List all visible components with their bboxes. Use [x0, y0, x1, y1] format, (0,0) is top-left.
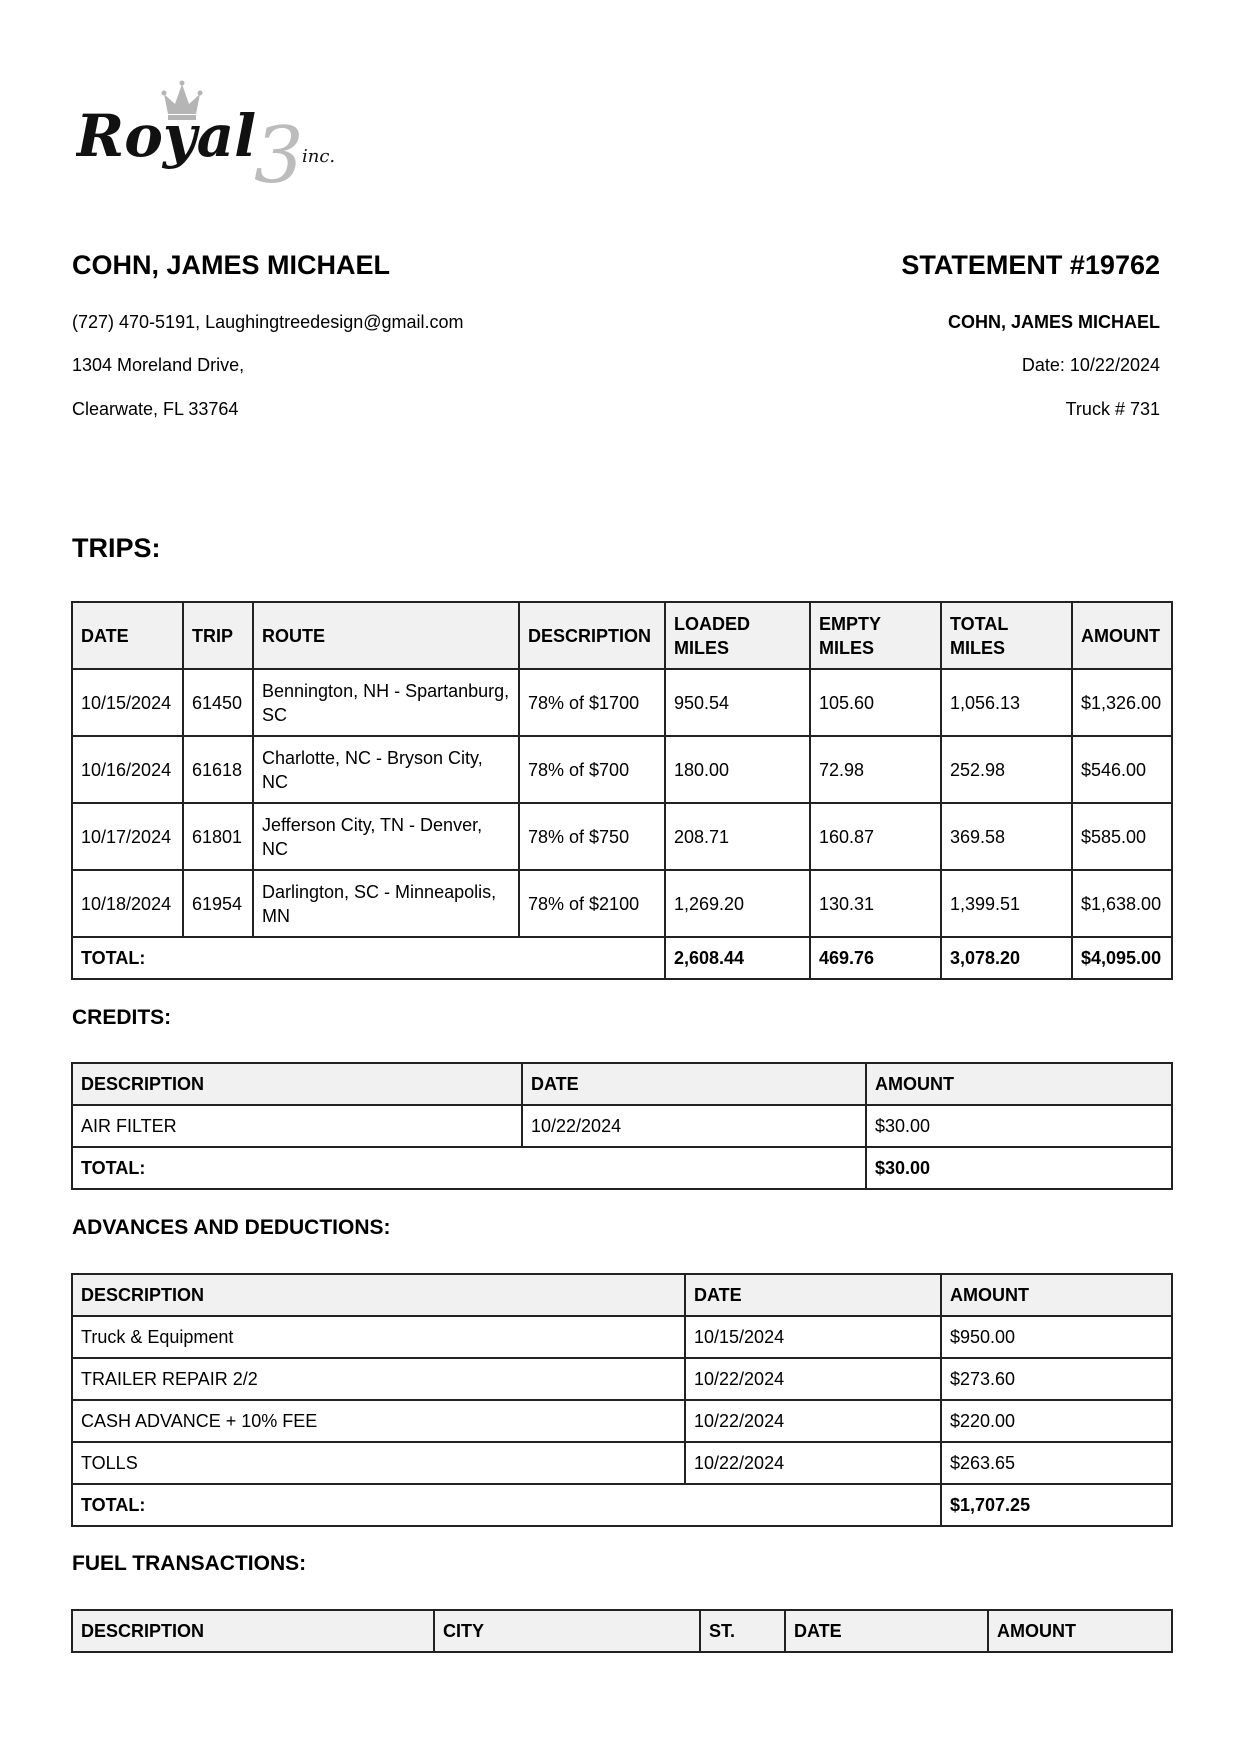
trip-description: 78% of $700: [519, 736, 665, 803]
col-header-date: DATE: [785, 1610, 988, 1652]
trip-empty-miles: 130.31: [810, 870, 941, 937]
credits-total-row: [72, 1147, 1172, 1189]
logo-suffix: inc.: [302, 146, 336, 167]
statement-date: Date: 10/22/2024: [1021, 355, 1160, 375]
col-header-description: DESCRIPTION: [72, 1063, 522, 1105]
credit-amount: $30.00: [866, 1105, 1172, 1147]
trips-header-row: [72, 602, 1172, 669]
col-header-empty-miles: EMPTY MILES: [810, 602, 941, 669]
trip-loaded-miles: 180.00: [665, 736, 810, 803]
table-row: [72, 736, 1172, 803]
trip-description: 78% of $2100: [519, 870, 665, 937]
credits-header-row: [72, 1063, 1172, 1105]
credit-date: 10/22/2024: [522, 1105, 866, 1147]
advances-total-label: TOTAL:: [72, 1484, 941, 1526]
trips-total-empty: 469.76: [810, 937, 941, 979]
col-header-date: DATE: [522, 1063, 866, 1105]
trip-number: 61954: [183, 870, 253, 937]
advance-description: Truck & Equipment: [72, 1316, 685, 1358]
col-header-loaded-miles: LOADED MILES: [665, 602, 810, 669]
trip-number: 61450: [183, 669, 253, 736]
trip-route: Charlotte, NC - Bryson City, NC: [253, 736, 519, 803]
col-header-total-miles: TOTAL MILES: [941, 602, 1072, 669]
trips-total-label: TOTAL:: [72, 937, 665, 979]
col-header-date: DATE: [72, 602, 183, 669]
trip-amount: $1,638.00: [1072, 870, 1172, 937]
driver-name: COHN, JAMES MICHAEL: [72, 250, 391, 280]
advances-total-amount: $1,707.25: [941, 1484, 1172, 1526]
trip-date: 10/17/2024: [72, 803, 183, 870]
advances-table: [71, 1273, 1173, 1527]
col-header-description: DESCRIPTION: [72, 1274, 685, 1316]
trip-total-miles: 1,399.51: [941, 870, 1072, 937]
trip-description: 78% of $750: [519, 803, 665, 870]
trip-route: Bennington, NH - Spartanburg, SC: [253, 669, 519, 736]
trips-table: [71, 601, 1173, 980]
col-header-state: ST.: [700, 1610, 785, 1652]
col-header-trip: TRIP: [183, 602, 253, 669]
trip-amount: $1,326.00: [1072, 669, 1172, 736]
credits-total-label: TOTAL:: [72, 1147, 866, 1189]
col-header-route: ROUTE: [253, 602, 519, 669]
trip-number: 61618: [183, 736, 253, 803]
advances-header-row: [72, 1274, 1172, 1316]
trip-total-miles: 252.98: [941, 736, 1072, 803]
col-header-date: DATE: [685, 1274, 941, 1316]
trip-route: Jefferson City, TN - Denver, NC: [253, 803, 519, 870]
trip-loaded-miles: 1,269.20: [665, 870, 810, 937]
credits-table: [71, 1062, 1173, 1190]
trip-empty-miles: 105.60: [810, 669, 941, 736]
statement-title: STATEMENT #19762: [901, 250, 1160, 280]
trips-total-row: [72, 937, 1172, 979]
fuel-table: [71, 1609, 1173, 1653]
trip-total-miles: 369.58: [941, 803, 1072, 870]
advance-description: TOLLS: [72, 1442, 685, 1484]
trip-empty-miles: 160.87: [810, 803, 941, 870]
trip-empty-miles: 72.98: [810, 736, 941, 803]
col-header-description: DESCRIPTION: [519, 602, 665, 669]
trip-loaded-miles: 208.71: [665, 803, 810, 870]
col-header-amount: AMOUNT: [988, 1610, 1172, 1652]
advance-amount: $220.00: [941, 1400, 1172, 1442]
advance-description: TRAILER REPAIR 2/2: [72, 1358, 685, 1400]
advance-date: 10/15/2024: [685, 1316, 941, 1358]
driver-address-line2: Clearwate, FL 33764: [72, 399, 239, 419]
table-row: [72, 1442, 1172, 1484]
table-row: [72, 1105, 1172, 1147]
table-row: [72, 1400, 1172, 1442]
advance-date: 10/22/2024: [685, 1358, 941, 1400]
table-row: [72, 1358, 1172, 1400]
trip-amount: $546.00: [1072, 736, 1172, 803]
logo-wordmark: Royal: [76, 102, 257, 170]
driver-contact: (727) 470-5191, Laughingtreedesign@gmail.com: [72, 312, 464, 332]
trip-amount: $585.00: [1072, 803, 1172, 870]
col-header-city: CITY: [434, 1610, 700, 1652]
statement-truck: Truck # 731: [1065, 399, 1160, 419]
table-row: [72, 1316, 1172, 1358]
trips-total-amount: $4,095.00: [1072, 937, 1172, 979]
advance-date: 10/22/2024: [685, 1400, 941, 1442]
trip-loaded-miles: 950.54: [665, 669, 810, 736]
logo-numeral: 3: [254, 111, 304, 190]
trip-route: Darlington, SC - Minneapolis, MN: [253, 870, 519, 937]
table-row: [72, 870, 1172, 937]
col-header-description: DESCRIPTION: [72, 1610, 434, 1652]
advances-title: ADVANCES AND DEDUCTIONS:: [72, 1216, 391, 1239]
col-header-amount: AMOUNT: [1072, 602, 1172, 669]
advance-amount: $950.00: [941, 1316, 1172, 1358]
trip-date: 10/15/2024: [72, 669, 183, 736]
trip-total-miles: 1,056.13: [941, 669, 1072, 736]
trip-date: 10/16/2024: [72, 736, 183, 803]
table-row: [72, 669, 1172, 736]
advance-amount: $273.60: [941, 1358, 1172, 1400]
advance-amount: $263.65: [941, 1442, 1172, 1484]
col-header-amount: AMOUNT: [866, 1063, 1172, 1105]
table-row: [72, 803, 1172, 870]
driver-address-line1: 1304 Moreland Drive,: [72, 355, 245, 375]
company-logo: [76, 78, 386, 190]
fuel-title: FUEL TRANSACTIONS:: [72, 1552, 307, 1575]
trip-number: 61801: [183, 803, 253, 870]
credits-title: CREDITS:: [72, 1006, 172, 1029]
advance-date: 10/22/2024: [685, 1442, 941, 1484]
credits-total-amount: $30.00: [866, 1147, 1172, 1189]
col-header-amount: AMOUNT: [941, 1274, 1172, 1316]
trips-title: TRIPS:: [72, 533, 161, 563]
fuel-header-row: [72, 1610, 1172, 1652]
trips-total-loaded: 2,608.44: [665, 937, 810, 979]
trip-description: 78% of $1700: [519, 669, 665, 736]
credit-description: AIR FILTER: [72, 1105, 522, 1147]
advances-total-row: [72, 1484, 1172, 1526]
statement-name: COHN, JAMES MICHAEL: [947, 312, 1160, 332]
advance-description: CASH ADVANCE + 10% FEE: [72, 1400, 685, 1442]
trip-date: 10/18/2024: [72, 870, 183, 937]
trips-total-miles: 3,078.20: [941, 937, 1072, 979]
